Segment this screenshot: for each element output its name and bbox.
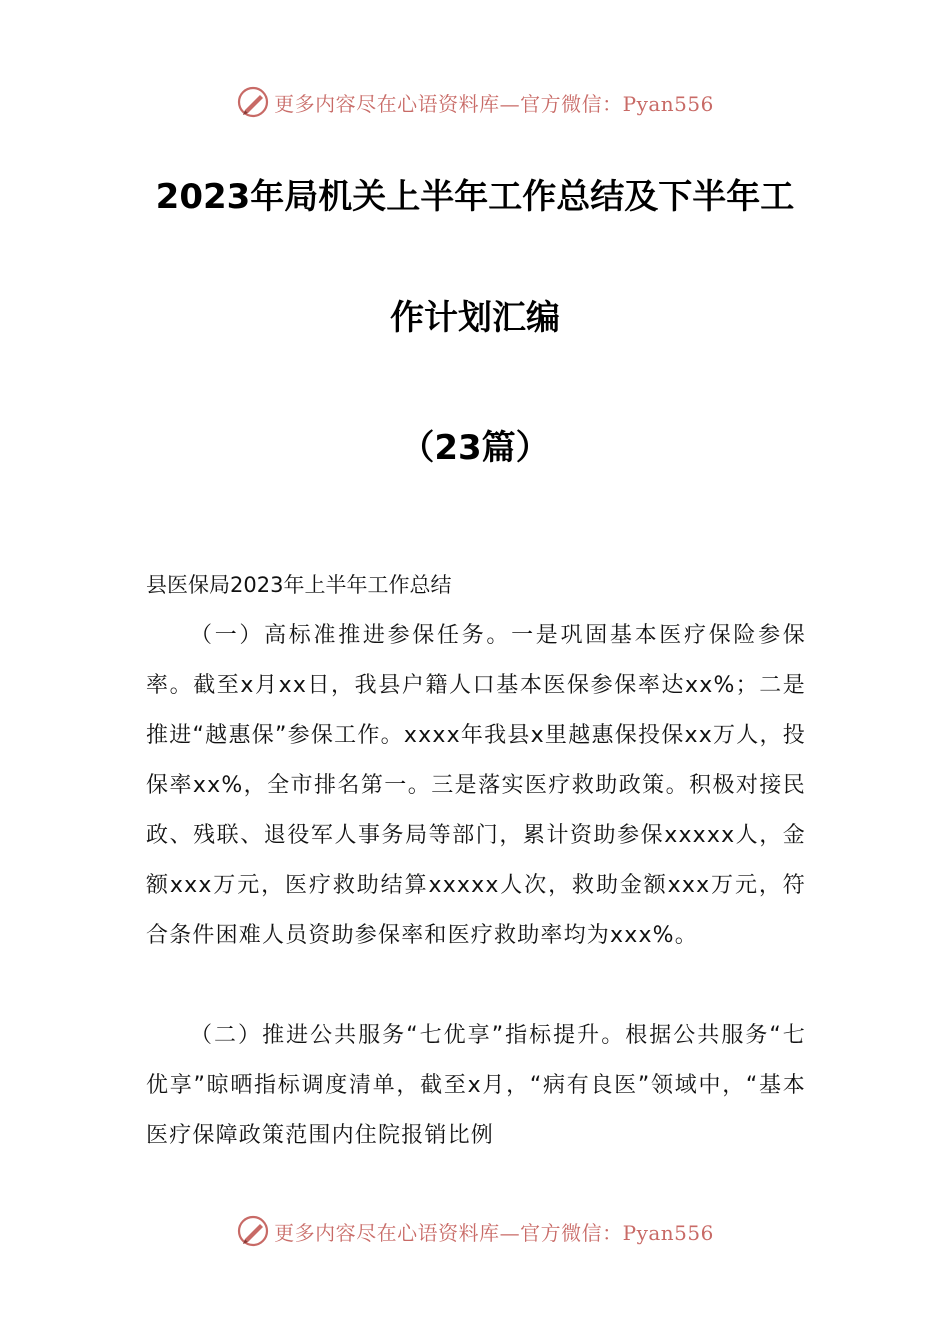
section-title: 县医保局2023年上半年工作总结 [146, 573, 452, 597]
watermark-header [0, 82, 950, 122]
watermark-text: 更多内容尽在心语资料库—官方微信：Pyan556 [274, 1220, 714, 1245]
pen-logo-icon [236, 85, 270, 119]
watermark-footer [0, 1211, 950, 1251]
pen-logo-icon [236, 1214, 270, 1248]
watermark-text: 更多内容尽在心语资料库—官方微信：Pyan556 [274, 91, 714, 116]
body-paragraph-1: （一）高标准推进参保任务。一是巩固基本医疗保险参保率。截至x月xx日，我县户籍人口基本医保参保率达xx%；二是推进“越惠保”参保工作。xxxx年我县x里越惠保投保xx万人，投保率xx%，全市排名第一。三是落实医疗救助政策。积极对接民政、残联、退役军人事务局等部门，累计资助参保xxxxx人，金额xxx万元，医疗救助结算xxxxx人次，救助金额xxx万元，符合条件困难人员资助参保率和医疗救助率均为xxx%。 [146, 623, 806, 948]
document-title-line-2: 作计划汇编 [390, 298, 560, 338]
document-title-line-1: 2023年局机关上半年工作总结及下半年工 [155, 177, 795, 217]
body-paragraph-2: （二）推进公共服务“七优享”指标提升。根据公共服务“七优享”晾晒指标调度清单，截至x月，“病有良医”领域中，“基本医疗保障政策范围内住院报销比例 [146, 1023, 806, 1148]
document-count: （23篇） [400, 428, 550, 468]
